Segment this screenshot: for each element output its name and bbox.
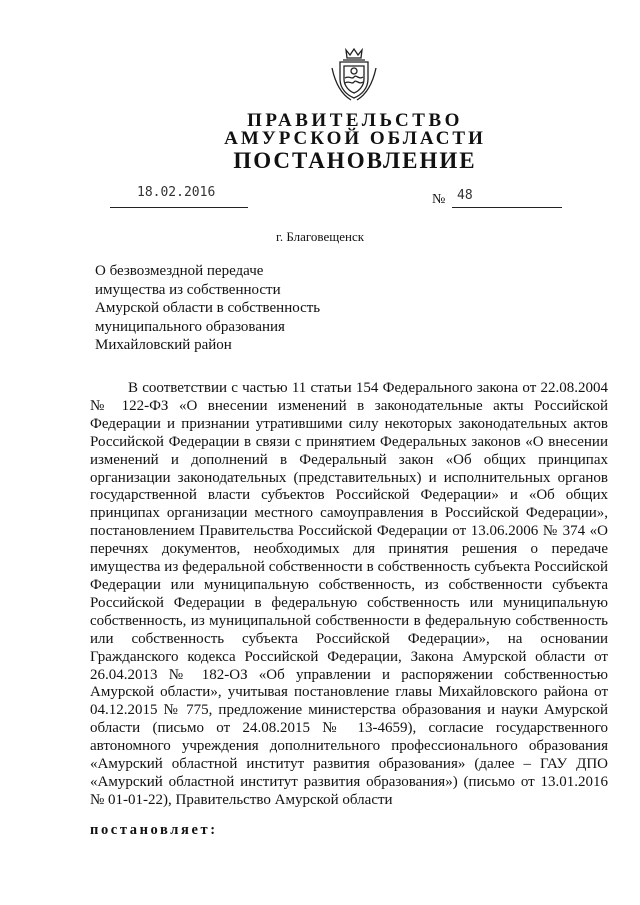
date-underline — [110, 207, 248, 208]
document-type-title: ПОСТАНОВЛЕНИЕ — [233, 148, 477, 173]
city-line: г. Благовещенск — [275, 229, 365, 244]
decree-word: постановляет: — [90, 822, 218, 838]
government-title-line1: ПРАВИТЕЛЬСТВО — [247, 110, 463, 131]
subject-line: Михайловский район — [95, 337, 232, 353]
subject-line: Амурской области в собственность — [95, 300, 321, 316]
subject-line: муниципального образования — [95, 318, 285, 335]
document-number: 48 — [457, 188, 473, 203]
document-date: 18.02.2016 — [137, 185, 216, 200]
body-paragraph: В соответствии с частью 11 статьи 154 Федерального закона от 22.08.2004 № 122-ФЗ «О внесении изменений в законодательные акты Российской Федерации и признании утратившими силу некоторых законодательных актов Российской Федерации в связи с принятием Федеральных законов «О внесении изменений и дополнений в Федеральный закон «Об общих принципах организации законодательных (представительных) и исполнительных органов государственной власти субъектов Российской Федерации» и «Об общих принципах организации местного самоуправления в Российской Федерации», постановлением Правительства Российской Федерации от 13.06.2006 № 374 «О перечнях документов, необходимых для принятия решения о передаче имущества из федеральной собственности в собственность субъекта Российской Федерации или муниципальную собственность, из собственности субъекта Российской Федерации в федеральную собственность или муниципальную собственность, из муниципальной собственности в федеральную собственность или собственность субъекта Российской Федерации», на основании Гражданского кодекса Российской Федерации, Закона Амурской области от 26.04.2013 № 182-ОЗ «Об управлении и распоряжении собственностью Амурской области», учитывая постановление главы Михайловского района от 04.12.2015 № 775, предложение министерства образования и науки Амурской области (письмо от 24.08.2015 № 13-4659), согласие государственного автономного учреждения дополнительного профессионального образования «Амурский областной институт развития образования» (далее – ГАУ ДПО «Амурский областной институт развития образования») (письмо от 13.01.2016 № 01-01-22), Правительство Амурской области — [90, 380, 608, 808]
coat-of-arms-icon — [329, 46, 379, 102]
subject-line: О безвозмездной передаче — [95, 263, 264, 279]
number-label: № — [432, 192, 446, 207]
government-title-line2: АМУРСКОЙ ОБЛАСТИ — [224, 128, 486, 149]
document-subject — [95, 262, 395, 355]
number-underline — [452, 207, 562, 208]
subject-line: имущества из собственности — [95, 281, 281, 298]
